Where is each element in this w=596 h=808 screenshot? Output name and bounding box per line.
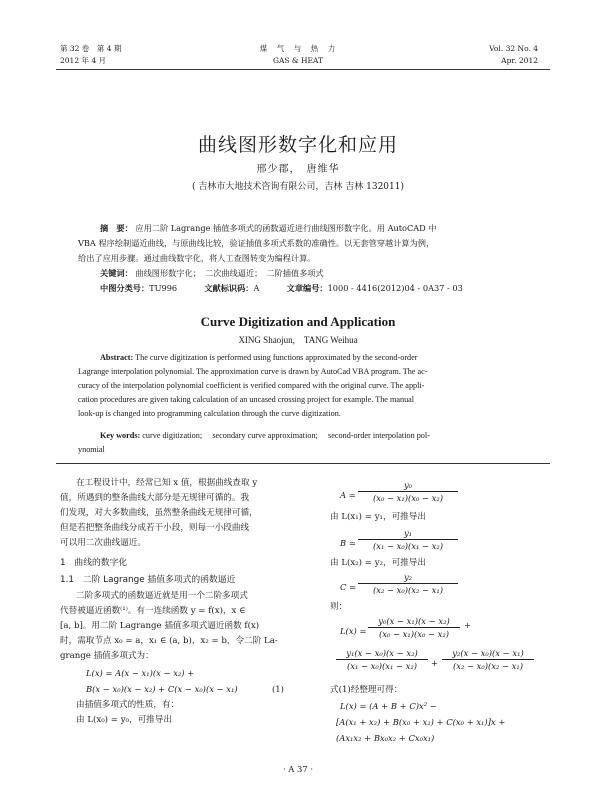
abstract-cn-line-2: VBA 程序绘制逼近曲线，与原曲线比较，验证插值多项式系数的准确性。以无套管穿越计算为例， <box>78 238 435 248</box>
eq-c-denominator: (x₂ − x₀)(x₂ − x₁) <box>372 585 444 595</box>
abstract-label: 摘 要： <box>100 223 133 233</box>
abstract-rule <box>56 463 550 464</box>
eq-a-lhs: A = <box>340 490 356 500</box>
keywords-cn-text: 曲线图形数字化； 二次曲线逼近； 二阶插值多项式 <box>135 268 324 278</box>
eq-b-fraction <box>358 528 458 551</box>
article-title-en: Curve Digitization and Application <box>200 314 396 329</box>
eq-expanded-line-3: (Ax₁x₂ + Bx₀x₂ + Cx₀x₁) <box>336 733 435 743</box>
keywords-en-line-2: ynomial <box>78 445 105 454</box>
eq-l-fraction-3-numerator: y₂(x − x₀)(x − x₁) <box>442 648 534 660</box>
intro-line-5: 可以用二次曲线逼近。 <box>60 538 146 548</box>
clc-value: TU996 <box>149 283 178 293</box>
abstract-en <box>100 351 418 365</box>
eq-l-fraction-1-denominator: (x₀ − x₁)(x₀ − x₂) <box>378 629 450 639</box>
header-rule <box>56 69 550 70</box>
p4-text: 由 L(x₀) = y₀，可推导出 <box>76 715 172 725</box>
affiliation-cn: ( 吉林市大地技术咨询有限公司，吉林 吉林 132011) <box>192 182 404 192</box>
keywords-en <box>100 429 430 443</box>
intro-line-3: 们发现，对大多数曲线，虽然整条曲线无规律可循， <box>60 508 258 518</box>
keywords-label: 关键词： <box>100 268 133 278</box>
eq-l-fraction-3-denominator: (x₂ − x₀)(x₂ − x₁) <box>452 661 524 671</box>
eq-l-fraction-3 <box>442 648 534 671</box>
abstract-en-label: Abstract: <box>100 353 134 362</box>
p2-line-3: [a, b]。用二阶 Lagrange 插值多项式逼近函数 f(x) <box>60 621 260 631</box>
eq-b-denominator: (x₁ − x₀)(x₁ − x₂) <box>372 541 444 551</box>
journal-volume: 第 32 卷 第 4 期 <box>60 44 122 53</box>
doc-code-value: A <box>253 283 260 293</box>
authors-en: XING Shaojun, TANG Weihua <box>238 335 358 345</box>
p3-text: 由插值多项式的性质，有： <box>76 700 180 710</box>
right-text-2: 由 L(x₂) = y₂，可推导出 <box>330 558 426 568</box>
eq-a-fraction <box>358 480 458 503</box>
p2-line-1: 二阶多项式的函数逼近就是用一个二阶多项式 <box>76 591 248 601</box>
right-text-1: 由 L(x₁) = y₁，可推导出 <box>330 512 426 522</box>
eq-a-denominator: (x₀ − x₁)(x₀ − x₂) <box>372 493 444 503</box>
eq-l-fraction-2-numerator: y₁(x − x₀)(x − x₂) <box>336 648 428 660</box>
keywords-en-line-1: curve digitization; secondary curve approximation; second-order interpolation pol- <box>142 431 430 440</box>
eq-l-plus-2: + <box>431 658 439 668</box>
intro-line-4: 但是若把整条曲线分成若干小段，则每一小段曲线 <box>60 523 250 533</box>
article-no-label: 文章编号： <box>286 283 328 293</box>
page-number: · A 37 · <box>282 764 314 774</box>
intro-line-1: 在工程设计中，经常已知 x 值，根据曲线查取 y <box>76 478 258 488</box>
eq-c-lhs: C = <box>340 582 357 592</box>
classification-line <box>100 283 463 294</box>
eq-l-fraction-2 <box>336 648 428 671</box>
journal-name-en: GAS & HEAT <box>272 56 323 65</box>
equation-1-line-2: B(x − x₀)(x − x₂) + C(x − x₀)(x − x₁) <box>86 684 238 694</box>
eq-b-lhs: B = <box>340 538 356 548</box>
abstract-en-line-3: curacy of the interpolation polynomial coefficient is verified compared with the original curve. The appli- <box>78 381 425 390</box>
eq-l-fraction-2-denominator: (x₁ − x₀)(x₁ − x₂) <box>346 661 418 671</box>
abstract-cn-line-3: 给出了应用步骤。通过曲线数字化，将人工查图转变为编程计算。 <box>78 253 316 263</box>
equation-1-number: (1) <box>272 684 284 694</box>
article-no-value: 1000 - 4416(2012)04 - 0A37 - 03 <box>327 283 463 293</box>
journal-date-en: Apr. 2012 <box>501 56 538 65</box>
right-text-3: 则： <box>330 602 348 612</box>
article-title-cn: 曲线图形数字化和应用 <box>197 134 398 156</box>
eq-expanded-line-1: L(x) = (A + B + C)x² − <box>340 701 437 711</box>
authors-cn: 邢少郡， 唐维华 <box>256 164 340 175</box>
p2-line-5: grange 插值多项式为： <box>60 651 154 661</box>
clc-label: 中图分类号： <box>100 283 150 293</box>
eq-expanded-line-2: [A(x₁ + x₂) + B(x₀ + x₂) + C(x₀ + x₁)]x + <box>336 717 506 727</box>
eq-c-numerator: y₂ <box>358 572 458 584</box>
intro-line-2: 值，所遇到的整条曲线大部分是无规律可循的。我 <box>60 493 250 503</box>
eq-l-fraction-1-numerator: y₀(x − x₁)(x − x₂) <box>368 616 460 628</box>
journal-volume-en: Vol. 32 No. 4 <box>489 44 538 53</box>
abstract-en-line-1: The curve digitization is performed using functions approximated by the second-order <box>135 353 418 362</box>
journal-name-cn: 煤 气 与 热 力 <box>259 44 337 53</box>
eq-c-fraction <box>358 572 458 595</box>
doc-code-label: 文献标识码： <box>204 283 254 293</box>
abstract-cn-line-1: 应用二阶 Lagrange 插值多项式的函数逼近进行曲线图形数字化。用 AutoCAD 中 <box>135 223 437 233</box>
abstract-en-line-5: look-up is changed into programming calculation through the curve digitization. <box>78 409 341 418</box>
p2-line-4: 时，需取节点 x₀ = a，x₁ ∈ (a, b)，x₂ = b，令二阶 La- <box>60 636 278 646</box>
eq-l-fraction-1 <box>368 616 460 639</box>
section-1-heading: 1 曲线的数字化 <box>60 558 128 568</box>
abstract-cn <box>100 223 437 234</box>
eq-b-numerator: y₁ <box>358 528 458 540</box>
right-text-4: 式(1)经整理可得： <box>330 685 403 695</box>
section-1-1-heading: 1.1 二阶 Lagrange 插值多项式的函数逼近 <box>60 575 236 585</box>
eq-l-plus-1: + <box>464 620 472 630</box>
journal-date: 2012 年 4 月 <box>60 56 107 65</box>
p2-line-2: 代替被逼近函数⁽¹⁾。有一连续函数 y = f(x)，x ∈ <box>60 606 246 616</box>
abstract-en-line-2: Lagrange interpolation polynomial. The approximation curve is drawn by AutoCad VBA program. The ac- <box>78 367 428 376</box>
eq-a-numerator: y₀ <box>358 480 458 492</box>
equation-1-line-1: L(x) = A(x − x₁)(x − x₂) + <box>86 668 195 678</box>
abstract-en-line-4: cation procedures are given taking calculation of an uncased crossing project for example. The manual <box>78 395 415 404</box>
keywords-cn <box>100 268 324 279</box>
eq-l-lhs: L(x) = <box>340 626 367 636</box>
keywords-en-label: Key words: <box>100 431 141 440</box>
